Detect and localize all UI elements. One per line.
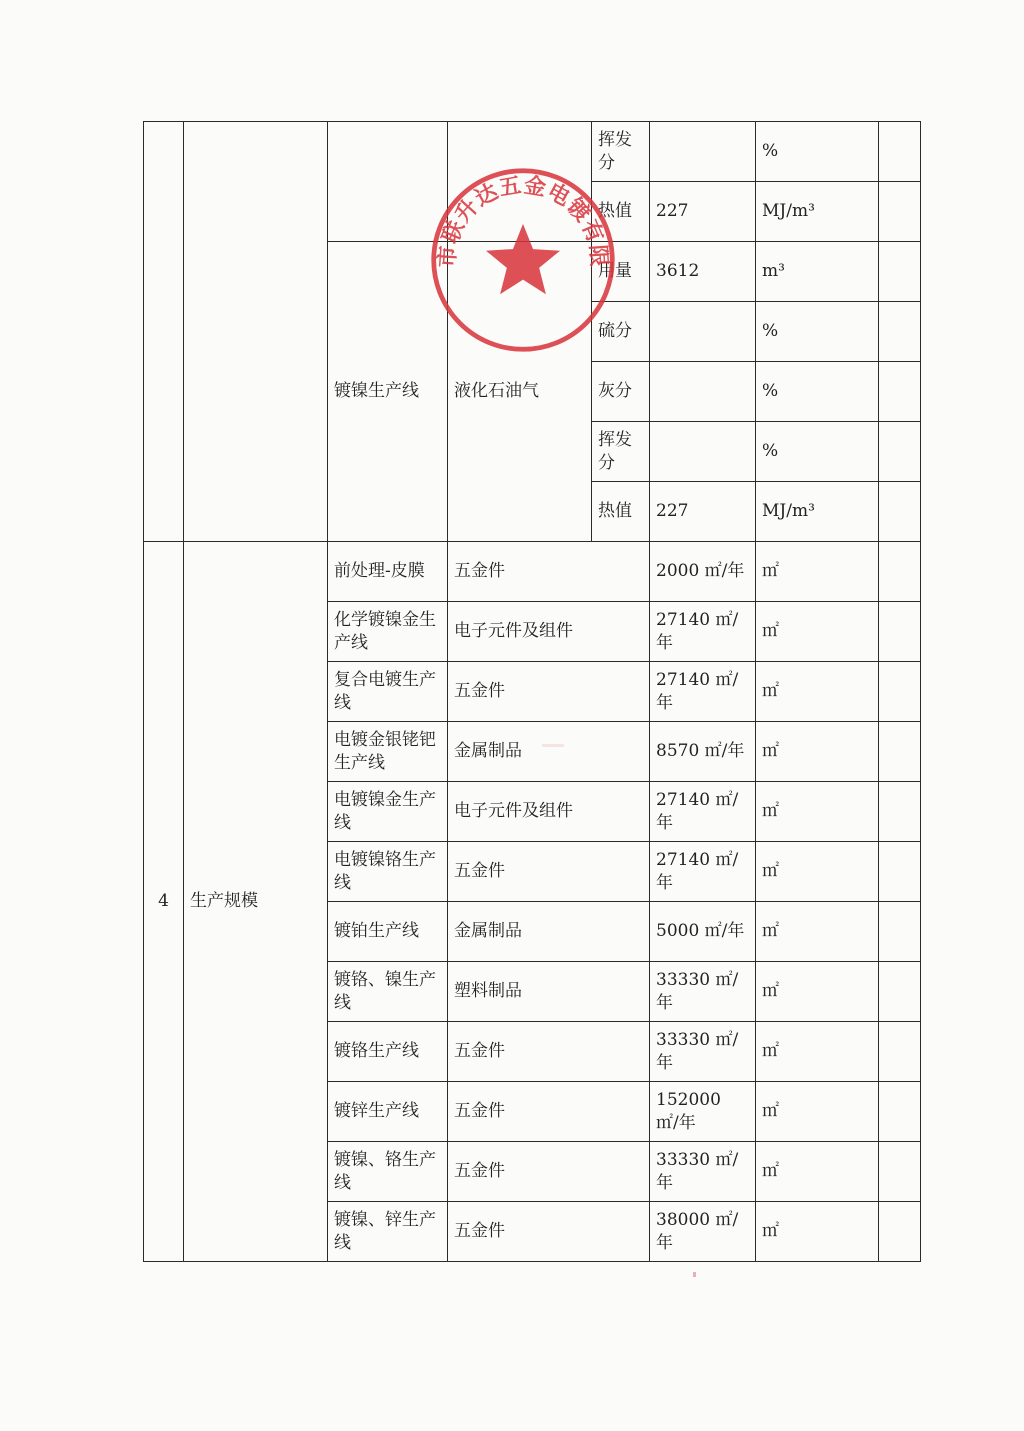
remark-cell: [879, 662, 921, 722]
param-value: 227: [650, 482, 756, 542]
capacity-value: 5000 ㎡/年: [650, 902, 756, 962]
capacity-value: 27140 ㎡/年: [650, 602, 756, 662]
remark-cell: [879, 722, 921, 782]
production-line-name: 镀铂生产线: [328, 902, 448, 962]
product-name: 五金件: [448, 1202, 650, 1262]
remark-cell: [879, 842, 921, 902]
production-line-name: 镀铬生产线: [328, 1022, 448, 1082]
param-name: 热值: [592, 482, 650, 542]
param-name: 硫分: [592, 302, 650, 362]
capacity-unit: ㎡: [756, 662, 879, 722]
capacity-unit: ㎡: [756, 1202, 879, 1262]
capacity-unit: ㎡: [756, 1082, 879, 1142]
param-name: 灰分: [592, 362, 650, 422]
fuel-cell-empty: [448, 122, 592, 242]
index-cell-empty: [144, 122, 184, 542]
capacity-value: 27140 ㎡/年: [650, 782, 756, 842]
remark-cell: [879, 422, 921, 482]
ink-speck: [542, 744, 564, 747]
product-name: 五金件: [448, 1082, 650, 1142]
remark-cell: [879, 242, 921, 302]
param-value: [650, 362, 756, 422]
capacity-unit: ㎡: [756, 902, 879, 962]
item-cell-empty: [184, 122, 328, 542]
param-unit: %: [756, 362, 879, 422]
production-line-name: 电镀镍铬生产线: [328, 842, 448, 902]
product-name: 电子元件及组件: [448, 602, 650, 662]
remark-cell: [879, 482, 921, 542]
remark-cell: [879, 1082, 921, 1142]
remark-cell: [879, 1022, 921, 1082]
param-value: 3612: [650, 242, 756, 302]
param-name: 挥发分: [592, 122, 650, 182]
capacity-unit: ㎡: [756, 1142, 879, 1202]
remark-cell: [879, 602, 921, 662]
param-name: 热值: [592, 182, 650, 242]
capacity-value: 33330 ㎡/年: [650, 962, 756, 1022]
remark-cell: [879, 182, 921, 242]
table-row: [144, 122, 921, 182]
param-unit: %: [756, 122, 879, 182]
fuel-name: 液化石油气: [448, 242, 592, 542]
production-line-name: 化学镀镍金生产线: [328, 602, 448, 662]
production-line-name: 电镀镍金生产线: [328, 782, 448, 842]
line-cell-empty: [328, 122, 448, 242]
param-unit: %: [756, 302, 879, 362]
remark-cell: [879, 362, 921, 422]
production-line-name: 镀锌生产线: [328, 1082, 448, 1142]
capacity-value: 8570 ㎡/年: [650, 722, 756, 782]
capacity-value: 152000 ㎡/年: [650, 1082, 756, 1142]
remark-cell: [879, 1142, 921, 1202]
param-value: [650, 422, 756, 482]
product-name: 金属制品: [448, 722, 650, 782]
remark-cell: [879, 302, 921, 362]
remark-cell: [879, 542, 921, 602]
product-name: 五金件: [448, 842, 650, 902]
production-line-name: 镀镍、锌生产线: [328, 1202, 448, 1262]
production-line-name: 电镀金银铑钯生产线: [328, 722, 448, 782]
remark-cell: [879, 122, 921, 182]
production-line-name: 复合电镀生产线: [328, 662, 448, 722]
production-line-name: 镀铬、镍生产线: [328, 962, 448, 1022]
param-value: 227: [650, 182, 756, 242]
item-label: 生产规模: [184, 542, 328, 1262]
production-line-name: 镀镍生产线: [328, 242, 448, 542]
product-name: 五金件: [448, 542, 650, 602]
capacity-value: 27140 ㎡/年: [650, 662, 756, 722]
param-unit: MJ/m³: [756, 182, 879, 242]
product-name: 电子元件及组件: [448, 782, 650, 842]
production-scale-section: [144, 542, 921, 1262]
product-name: 五金件: [448, 1022, 650, 1082]
remark-cell: [879, 1202, 921, 1262]
ink-speck: [693, 1272, 696, 1277]
row-index: 4: [144, 542, 184, 1262]
capacity-unit: ㎡: [756, 722, 879, 782]
capacity-unit: ㎡: [756, 782, 879, 842]
capacity-value: 27140 ㎡/年: [650, 842, 756, 902]
param-value: [650, 122, 756, 182]
data-table: [143, 121, 921, 1262]
table-row: [144, 542, 921, 602]
param-unit: MJ/m³: [756, 482, 879, 542]
remark-cell: [879, 902, 921, 962]
param-name: 挥发分: [592, 422, 650, 482]
param-unit: m³: [756, 242, 879, 302]
production-line-name: 镀镍、铬生产线: [328, 1142, 448, 1202]
capacity-unit: ㎡: [756, 962, 879, 1022]
capacity-unit: ㎡: [756, 842, 879, 902]
capacity-value: 33330 ㎡/年: [650, 1142, 756, 1202]
param-name: 用量: [592, 242, 650, 302]
remark-cell: [879, 962, 921, 1022]
product-name: 塑料制品: [448, 962, 650, 1022]
product-name: 金属制品: [448, 902, 650, 962]
capacity-unit: ㎡: [756, 1022, 879, 1082]
product-name: 五金件: [448, 662, 650, 722]
param-unit: %: [756, 422, 879, 482]
param-value: [650, 302, 756, 362]
capacity-unit: ㎡: [756, 602, 879, 662]
production-line-name: 前处理-皮膜: [328, 542, 448, 602]
capacity-unit: ㎡: [756, 542, 879, 602]
capacity-value: 38000 ㎡/年: [650, 1202, 756, 1262]
capacity-value: 33330 ㎡/年: [650, 1022, 756, 1082]
seal-text: 市联升达五金电镀有限: [435, 173, 611, 269]
product-name: 五金件: [448, 1142, 650, 1202]
capacity-value: 2000 ㎡/年: [650, 542, 756, 602]
remark-cell: [879, 782, 921, 842]
